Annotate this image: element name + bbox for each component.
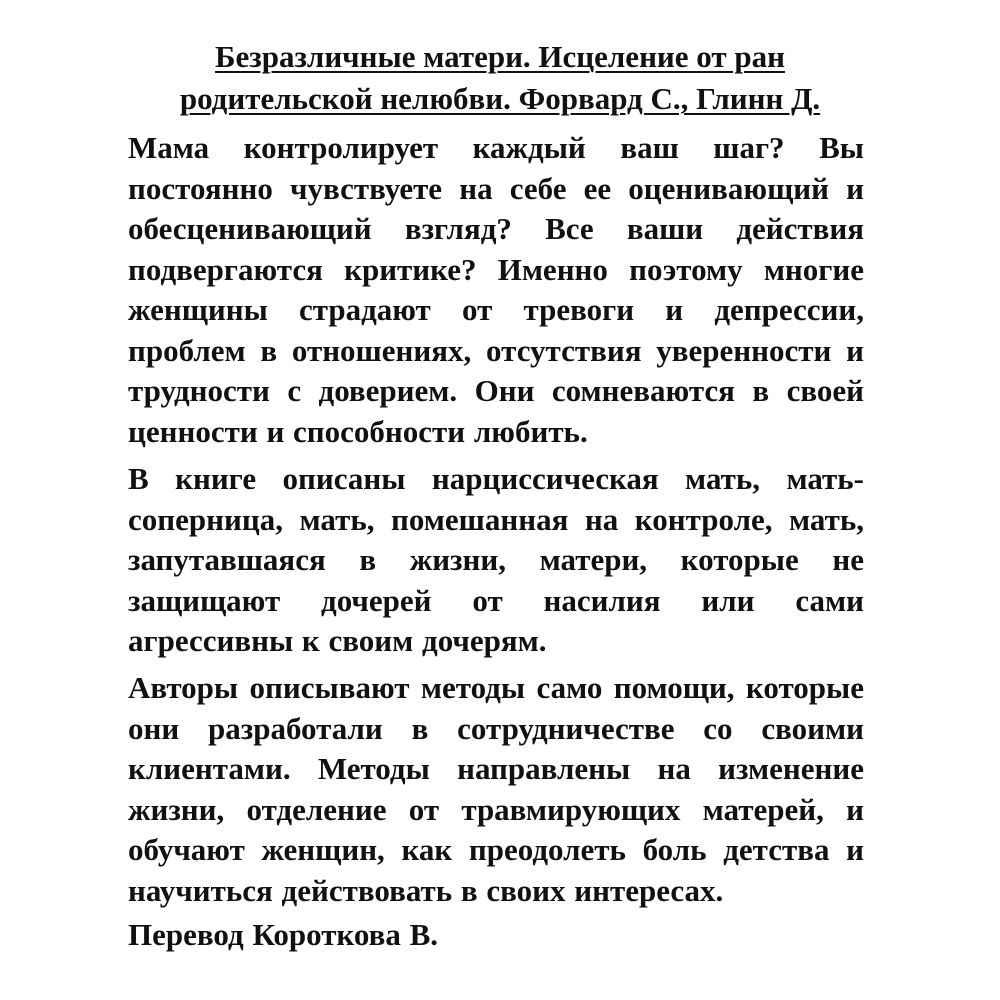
description-paragraph-3: Авторы описывают методы само помощи, которые они разработали в сотрудничестве со своими клиентами. Методы направлены на изменение жизни, отделение от травмирующих матерей, и обучают женщин, как преодолеть боль детства и научиться действовать в своих интересах. <box>128 670 864 908</box>
translator-credit: Перевод Короткова В. <box>128 917 439 952</box>
description-paragraph-1: Мама контролирует каждый ваш шаг? Вы постоянно чувствуете на себе ее оценивающий и обесценивающий взгляд? Все ваши действия подвергаются критике? Именно поэтому многие женщины страдают от тревоги и депрессии, проблем в отношениях, отсутствия уверенности и трудности с доверием. Они сомневаются в своей ценности и способности любить. <box>128 130 864 449</box>
description-paragraph-2: В книге описаны нарциссическая мать, мать-соперница, мать, помешанная на контроле, мать, запутавшаяся в жизни, матери, которые не защищают дочерей от насилия или сами агрессивны к своим дочерям. <box>128 461 864 658</box>
book-title: Безразличные матери. Исцеление от ран родительской нелюбви. Форвард С., Глинн Д. <box>179 39 821 116</box>
